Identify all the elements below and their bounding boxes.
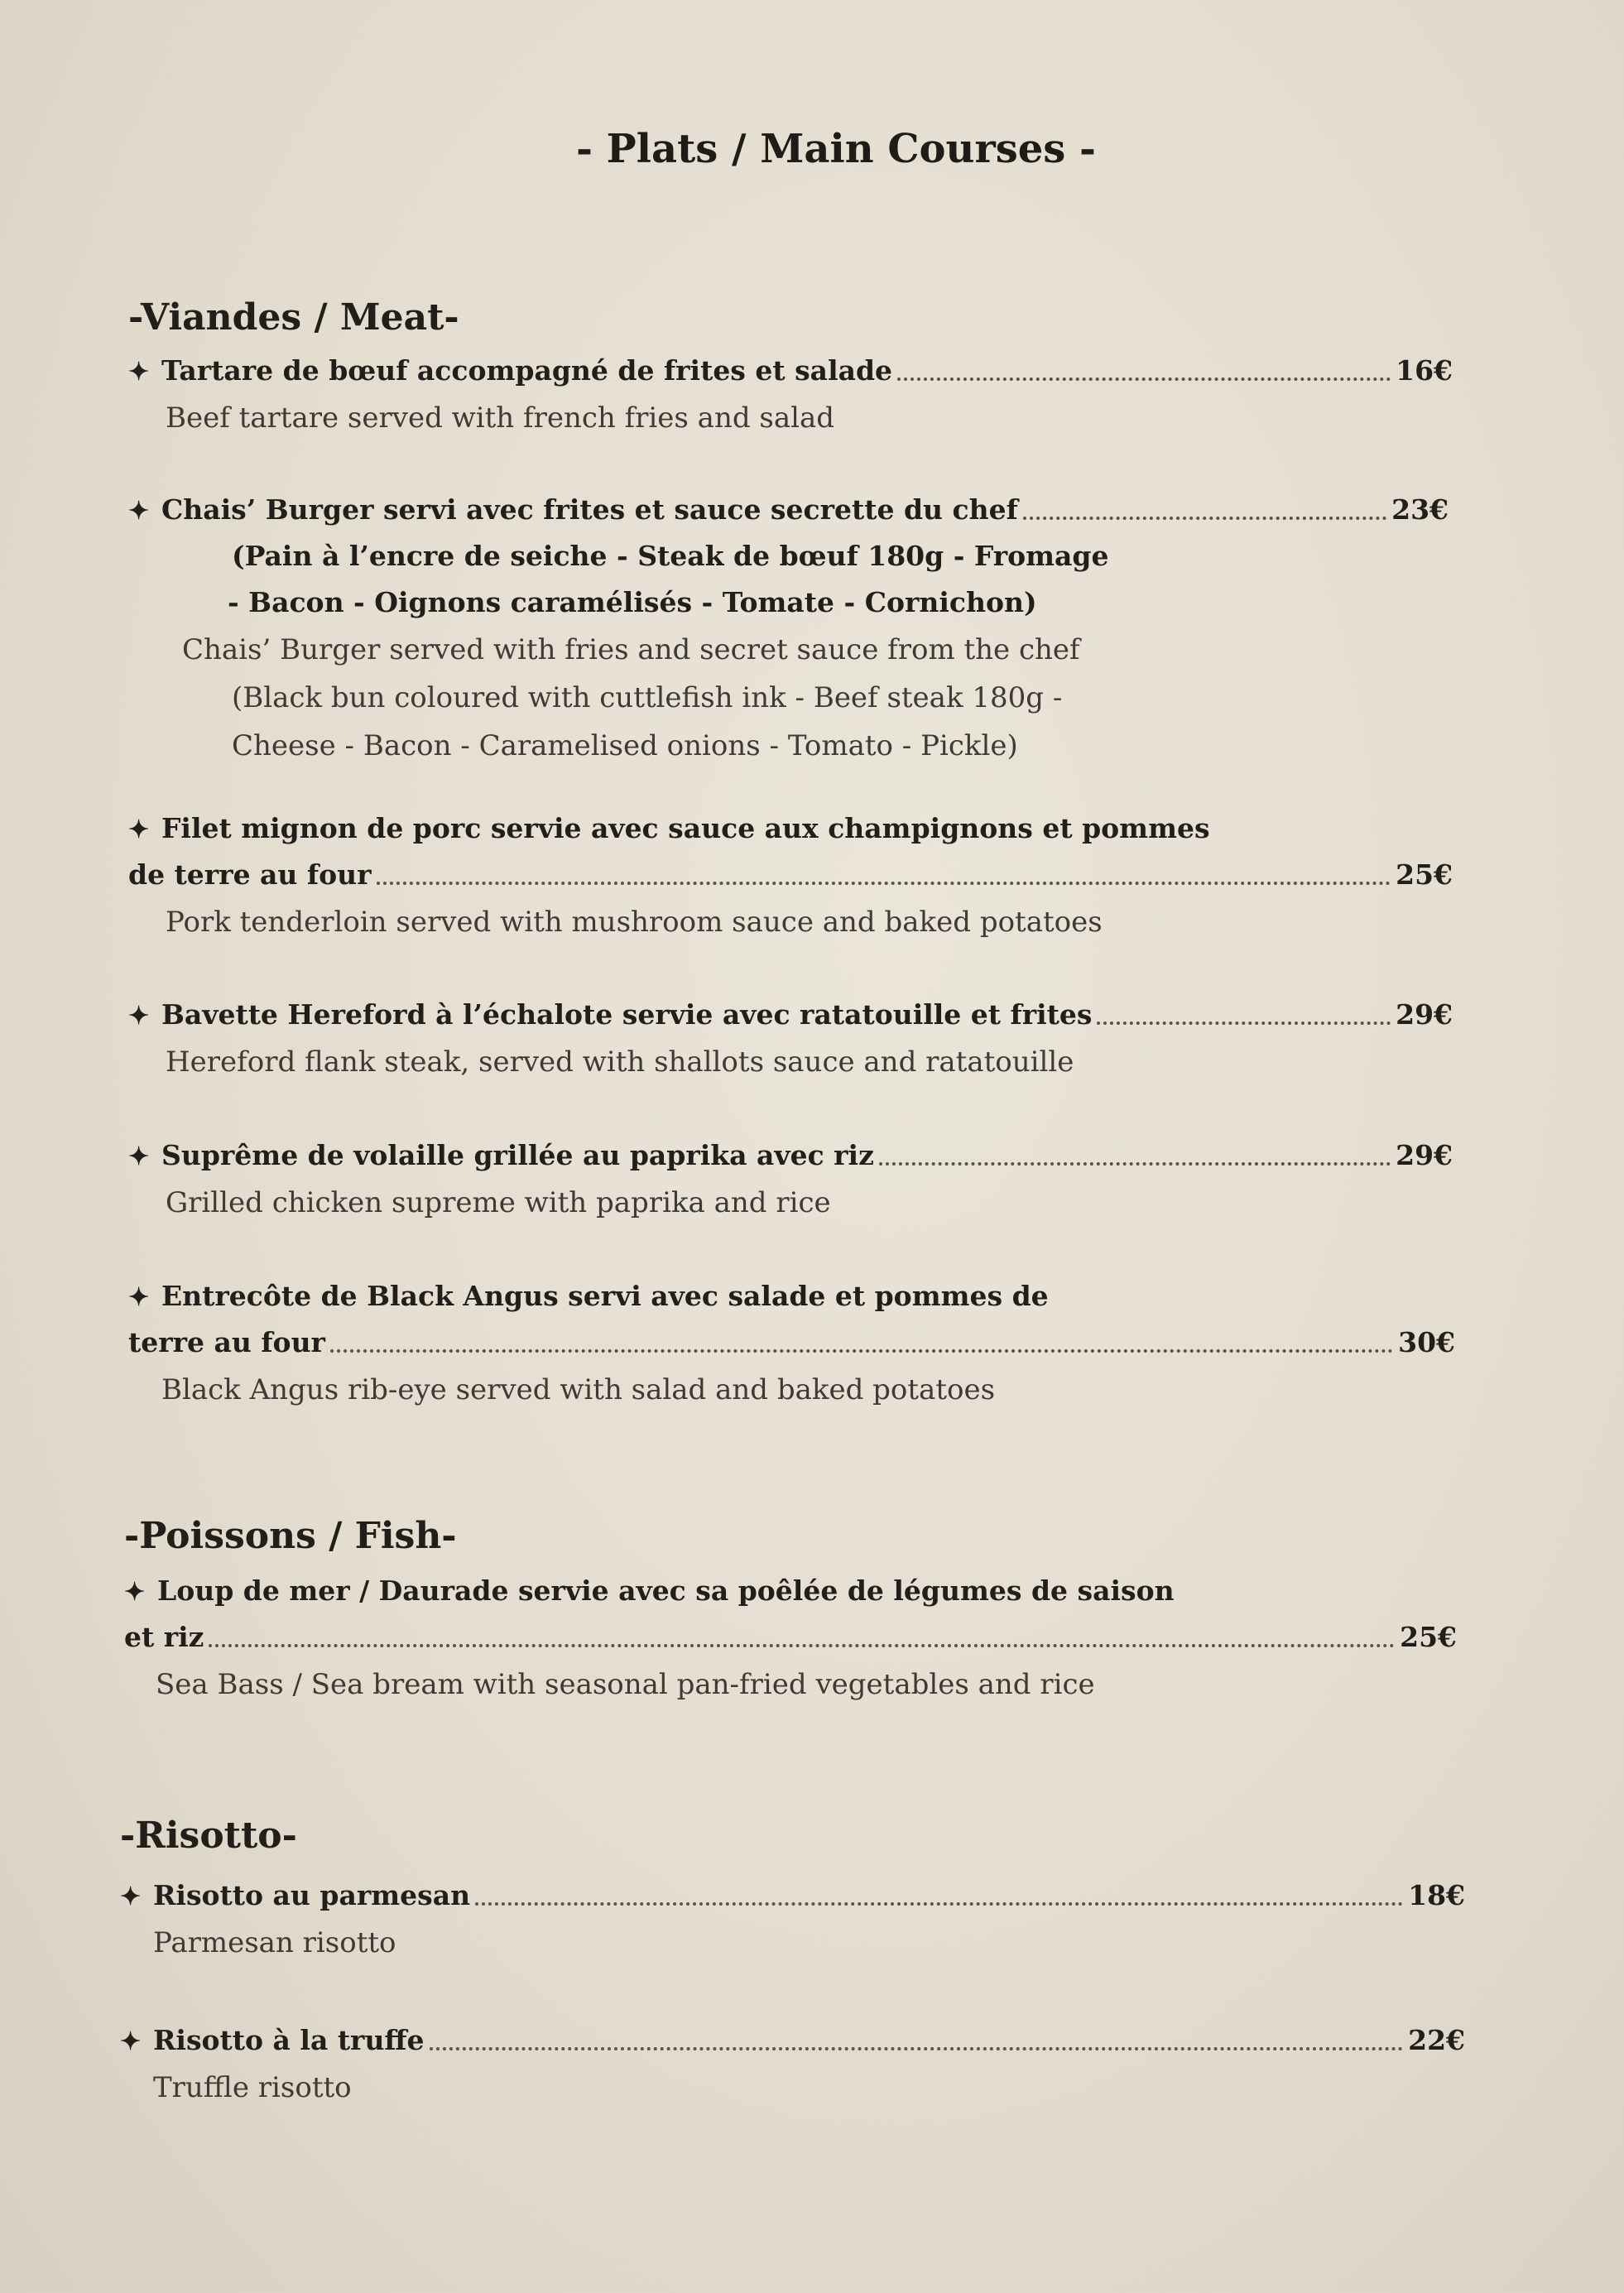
dot-leader — [209, 1642, 1395, 1647]
dot-leader — [1097, 1020, 1391, 1025]
item-description: Hereford flank steak, served with shallots sauce and ratatouille — [166, 1046, 1074, 1079]
star-bullet-icon: ✦ — [120, 1882, 142, 1911]
item-name-continued: et riz — [124, 1621, 204, 1653]
item-name: Risotto à la truffe — [153, 2024, 425, 2056]
item-price: 30€ — [1398, 1326, 1455, 1358]
dot-leader — [879, 1161, 1391, 1166]
item-name: Entrecôte de Black Angus servi avec salade et pommes de — [161, 1280, 1049, 1312]
item-description: Parmesan risotto — [153, 1926, 396, 1959]
menu-item — [128, 1273, 1455, 1414]
item-price: 23€ — [1391, 493, 1449, 526]
section-title-fish: -Poissons / Fish- — [124, 1515, 457, 1557]
menu-item — [128, 487, 1449, 770]
dot-leader — [1023, 515, 1386, 520]
menu-item — [128, 348, 1453, 442]
item-subline: - Bacon - Oignons caramélisés - Tomate - Cornichon) — [228, 586, 1037, 618]
item-name: Suprême de volaille grillée au paprika avec riz — [161, 1139, 874, 1171]
item-name: Tartare de bœuf accompagné de frites et salade — [161, 354, 893, 387]
star-bullet-icon: ✦ — [128, 1283, 150, 1312]
menu-item — [120, 2017, 1465, 2112]
item-description-line: Cheese - Bacon - Caramelised onions - Tomato - Pickle) — [232, 729, 1018, 762]
section-title-meat: -Viandes / Meat- — [128, 296, 459, 339]
menu-item — [128, 805, 1453, 946]
star-bullet-icon: ✦ — [124, 1578, 146, 1607]
item-description: Beef tartare served with french fries and salad — [166, 401, 835, 435]
item-price: 16€ — [1396, 354, 1453, 387]
item-description: Truffle risotto — [153, 2071, 352, 2104]
star-bullet-icon: ✦ — [128, 497, 150, 526]
item-price: 29€ — [1396, 998, 1453, 1031]
item-description-line: (Black bun coloured with cuttlefish ink - Beef steak 180g - — [232, 681, 1063, 714]
item-price: 25€ — [1400, 1621, 1457, 1653]
item-price: 18€ — [1408, 1879, 1465, 1911]
item-price: 22€ — [1408, 2024, 1465, 2056]
page-title: - Plats / Main Courses - — [576, 126, 1096, 172]
menu-item — [124, 1568, 1457, 1709]
menu-item — [128, 992, 1453, 1086]
section-title-risotto: -Risotto- — [120, 1815, 297, 1857]
dot-leader — [897, 376, 1391, 381]
item-name: Loup de mer / Daurade servie avec sa poêlée de légumes de saison — [157, 1574, 1175, 1607]
dot-leader — [330, 1348, 1393, 1353]
item-description: Black Angus rib-eye served with salad and baked potatoes — [161, 1373, 996, 1406]
menu-item — [128, 1132, 1453, 1227]
item-description: Pork tenderloin served with mushroom sauce and baked potatoes — [166, 906, 1103, 939]
star-bullet-icon: ✦ — [120, 2027, 142, 2056]
item-description: Sea Bass / Sea bream with seasonal pan-fried vegetables and rice — [156, 1668, 1095, 1701]
item-name-continued: terre au four — [128, 1326, 325, 1358]
menu-item — [120, 1872, 1465, 1967]
item-subline: (Pain à l’encre de seiche - Steak de bœuf 180g - Fromage — [232, 540, 1109, 572]
item-name: Risotto au parmesan — [153, 1879, 471, 1911]
item-name: Filet mignon de porc servie avec sauce aux champignons et pommes — [161, 812, 1210, 844]
item-description: Chais’ Burger served with fries and secret sauce from the chef — [182, 633, 1080, 666]
dot-leader — [377, 880, 1391, 885]
item-price: 25€ — [1396, 858, 1453, 891]
item-description: Grilled chicken supreme with paprika and rice — [166, 1186, 831, 1219]
item-price: 29€ — [1396, 1139, 1453, 1171]
dot-leader — [430, 2045, 1404, 2050]
star-bullet-icon: ✦ — [128, 1002, 150, 1031]
dot-leader — [475, 1901, 1403, 1906]
item-name-continued: de terre au four — [128, 858, 372, 891]
star-bullet-icon: ✦ — [128, 358, 150, 387]
item-name: Bavette Hereford à l’échalote servie avec ratatouille et frites — [161, 998, 1093, 1031]
item-name: Chais’ Burger servi avec frites et sauce secrette du chef — [161, 493, 1018, 526]
star-bullet-icon: ✦ — [128, 815, 150, 844]
star-bullet-icon: ✦ — [128, 1142, 150, 1171]
